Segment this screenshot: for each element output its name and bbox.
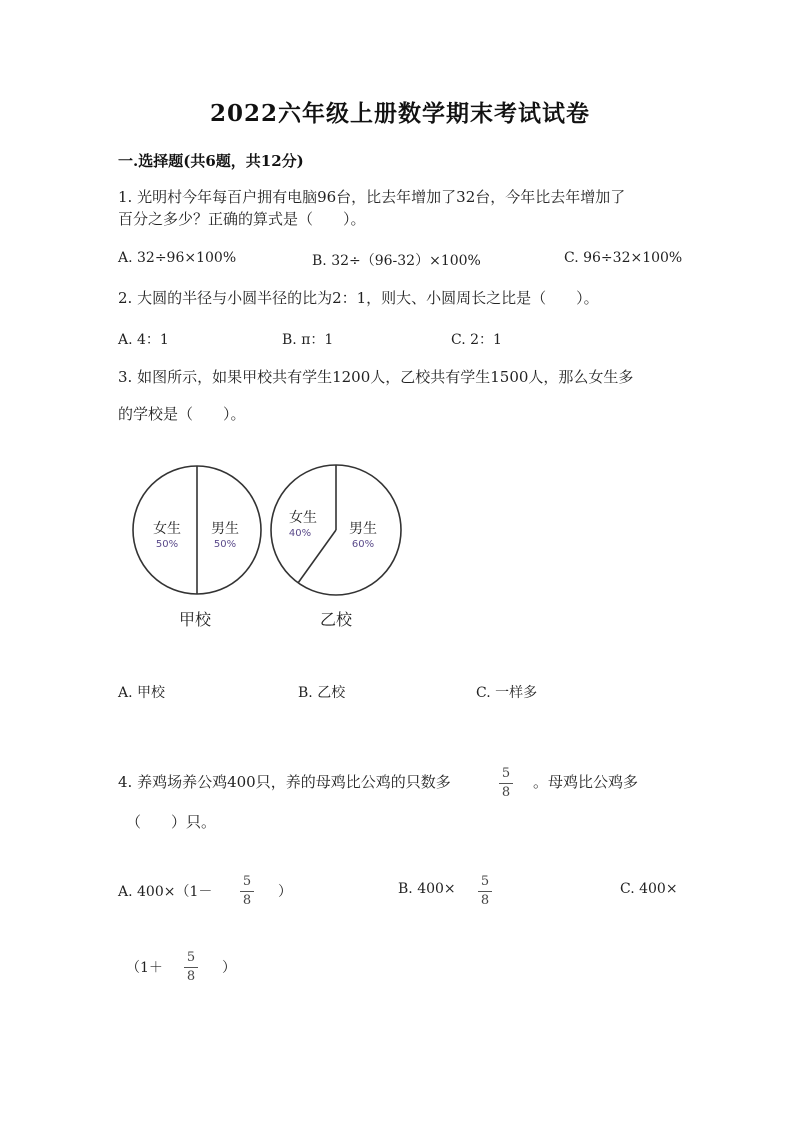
male-percent: 60% [351,539,375,550]
female-label: 女生 [153,521,181,537]
fraction-denominator: 8 [186,969,196,984]
fraction-numerator: 5 [242,874,252,889]
section-heading: 一.选择题(共6题，共12分) [118,152,304,170]
female-percent: 50% [155,539,179,550]
fraction-five-eighths [478,875,492,908]
question-1-option-c: C. 96÷32×100% [564,250,683,266]
fraction-numerator: 5 [501,766,511,781]
chart-caption: 乙校 [319,610,353,629]
question-2-option-c: C. 2：1 [451,332,502,348]
question-1-option-a: A. 32÷96×100% [118,250,237,266]
fraction-five-eighths [240,875,254,908]
female-label: 女生 [289,510,317,526]
school-pie-charts [120,455,420,645]
fraction-bar [499,783,513,784]
male-label: 男生 [349,521,377,537]
fraction-denominator: 8 [501,785,511,800]
fraction-bar [184,967,198,968]
fraction-bar [478,891,492,892]
question-2-option-b: B. π：1 [282,332,334,348]
fraction-five-eighths [499,767,513,800]
fraction-denominator: 8 [242,893,252,908]
question-3-line-2: 的学校是（ ）。 [118,405,246,423]
female-percent: 40% [288,528,312,539]
question-4-option-c: C. 400× [620,881,678,897]
question-4-line-2: （ ）只。 [126,813,217,831]
question-4-line-1-end: 。母鸡比公鸡多 [533,773,639,791]
fraction-five-eighths [184,951,198,984]
question-4-option-a-end: ） [278,884,292,900]
male-label: 男生 [211,521,239,537]
question-1-option-b: B. 32÷（96-32）×100% [312,253,481,269]
question-1-line-2: 百分之多少？正确的算式是（ ）。 [118,210,366,228]
fraction-bar [240,891,254,892]
question-4-option-c-continued-start: （1＋ [126,960,163,976]
page-title: 2022六年级上册数学期末考试试卷 [209,100,590,127]
fraction-denominator: 8 [480,893,490,908]
question-4-line-1-start: 4. 养鸡场养公鸡400只，养的母鸡比公鸡的只数多 [118,773,451,791]
question-1-line-1: 1. 光明村今年每百户拥有电脑96台，比去年增加了32台，今年比去年增加了 [118,188,626,206]
question-2-line-1: 2. 大圆的半径与小圆半径的比为2：1，则大、小圆周长之比是（ ）。 [118,289,599,307]
fraction-numerator: 5 [480,874,490,889]
question-3-option-b: B. 乙校 [298,685,346,701]
question-3-line-1: 3. 如图所示，如果甲校共有学生1200人，乙校共有学生1500人，那么女生多 [118,368,634,386]
male-percent: 50% [213,539,237,550]
pie-chart-school-jia [133,466,261,629]
question-4-option-c-continued-end: ） [222,960,236,976]
question-4-option-b: B. 400× [398,881,456,897]
question-3-option-c: C. 一样多 [476,685,538,701]
pie-chart-school-yi [271,465,401,629]
question-3-option-a: A. 甲校 [118,685,166,701]
fraction-numerator: 5 [186,950,196,965]
question-2-option-a: A. 4：1 [118,332,169,348]
chart-caption: 甲校 [178,610,212,629]
question-4-option-a-start: A. 400×（1－ [118,884,213,900]
